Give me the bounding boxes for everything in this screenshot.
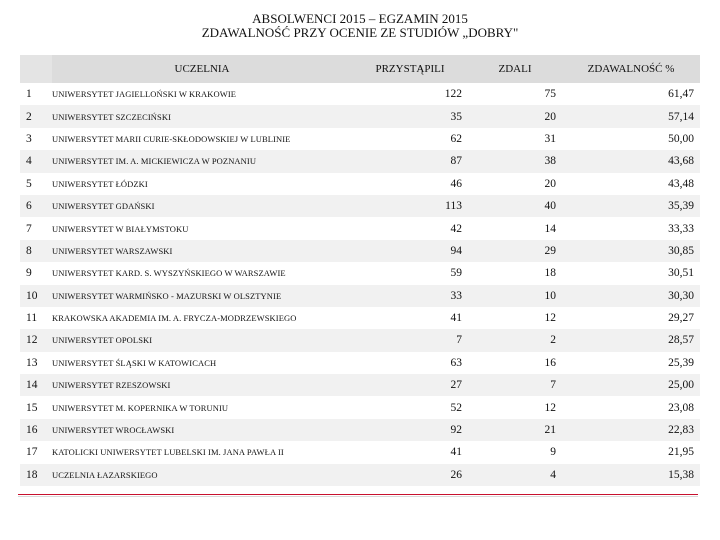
przystapili-value: 41 bbox=[352, 307, 468, 329]
row-number: 5 bbox=[20, 173, 52, 195]
university-name: UNIWERSYTET RZESZOWSKI bbox=[52, 374, 352, 396]
row-number: 17 bbox=[20, 441, 52, 463]
przystapili-value: 52 bbox=[352, 396, 468, 418]
results-table bbox=[20, 55, 700, 486]
zdali-value: 4 bbox=[468, 464, 562, 486]
accent-divider bbox=[18, 494, 698, 495]
zdawalnosc-value: 22,83 bbox=[562, 419, 700, 441]
zdali-value: 18 bbox=[468, 262, 562, 284]
university-name: UNIWERSYTET JAGIELLOŃSKI W KRAKOWIE bbox=[52, 83, 352, 105]
zdali-value: 7 bbox=[468, 374, 562, 396]
zdawalnosc-value: 25,39 bbox=[562, 352, 700, 374]
university-name: UNIWERSYTET ŚLĄSKI W KATOWICACH bbox=[52, 352, 352, 374]
header-zdali: ZDALI bbox=[468, 55, 562, 83]
table-row bbox=[20, 419, 700, 441]
przystapili-value: 41 bbox=[352, 441, 468, 463]
university-name: UNIWERSYTET M. KOPERNIKA W TORUNIU bbox=[52, 396, 352, 418]
table-row bbox=[20, 396, 700, 418]
row-number: 14 bbox=[20, 374, 52, 396]
table-row bbox=[20, 307, 700, 329]
table-row bbox=[20, 374, 700, 396]
przystapili-value: 92 bbox=[352, 419, 468, 441]
university-name: UNIWERSYTET GDAŃSKI bbox=[52, 195, 352, 217]
zdawalnosc-value: 43,68 bbox=[562, 150, 700, 172]
przystapili-value: 62 bbox=[352, 128, 468, 150]
row-number: 15 bbox=[20, 396, 52, 418]
zdali-value: 12 bbox=[468, 396, 562, 418]
university-name: KATOLICKI UNIWERSYTET LUBELSKI IM. JANA PAWŁA II bbox=[52, 441, 352, 463]
university-name: UNIWERSYTET KARD. S. WYSZYŃSKIEGO W WARSZAWIE bbox=[52, 262, 352, 284]
przystapili-value: 94 bbox=[352, 240, 468, 262]
table-row bbox=[20, 195, 700, 217]
przystapili-value: 63 bbox=[352, 352, 468, 374]
row-number: 8 bbox=[20, 240, 52, 262]
title-line-1: ABSOLWENCI 2015 – EGZAMIN 2015 bbox=[252, 11, 468, 26]
zdawalnosc-value: 30,51 bbox=[562, 262, 700, 284]
university-name: UCZELNIA ŁAZARSKIEGO bbox=[52, 464, 352, 486]
table-body bbox=[20, 83, 700, 486]
university-name: UNIWERSYTET WARMIŃSKO - MAZURSKI W OLSZTYNIE bbox=[52, 285, 352, 307]
header-zdawalnosc: ZDAWALNOŚĆ % bbox=[562, 55, 700, 83]
university-name: UNIWERSYTET IM. A. MICKIEWICZA W POZNANIU bbox=[52, 150, 352, 172]
zdawalnosc-value: 23,08 bbox=[562, 396, 700, 418]
header-przystapili: PRZYSTĄPILI bbox=[352, 55, 468, 83]
zdali-value: 20 bbox=[468, 173, 562, 195]
row-number: 9 bbox=[20, 262, 52, 284]
przystapili-value: 59 bbox=[352, 262, 468, 284]
row-number: 7 bbox=[20, 217, 52, 239]
table-row bbox=[20, 83, 700, 105]
row-number: 10 bbox=[20, 285, 52, 307]
university-name: UNIWERSYTET WARSZAWSKI bbox=[52, 240, 352, 262]
row-number: 1 bbox=[20, 83, 52, 105]
table-row bbox=[20, 441, 700, 463]
university-name: UNIWERSYTET ŁÓDZKI bbox=[52, 173, 352, 195]
page-title bbox=[0, 12, 720, 40]
university-name: UNIWERSYTET OPOLSKI bbox=[52, 329, 352, 351]
zdawalnosc-value: 28,57 bbox=[562, 329, 700, 351]
zdawalnosc-value: 30,30 bbox=[562, 285, 700, 307]
zdawalnosc-value: 29,27 bbox=[562, 307, 700, 329]
zdawalnosc-value: 35,39 bbox=[562, 195, 700, 217]
university-name: KRAKOWSKA AKADEMIA IM. A. FRYCZA-MODRZEWSKIEGO bbox=[52, 307, 352, 329]
table-row bbox=[20, 285, 700, 307]
zdali-value: 2 bbox=[468, 329, 562, 351]
zdali-value: 10 bbox=[468, 285, 562, 307]
przystapili-value: 7 bbox=[352, 329, 468, 351]
przystapili-value: 87 bbox=[352, 150, 468, 172]
zdali-value: 31 bbox=[468, 128, 562, 150]
przystapili-value: 42 bbox=[352, 217, 468, 239]
zdawalnosc-value: 50,00 bbox=[562, 128, 700, 150]
zdali-value: 9 bbox=[468, 441, 562, 463]
row-number: 2 bbox=[20, 105, 52, 127]
zdawalnosc-value: 61,47 bbox=[562, 83, 700, 105]
zdali-value: 29 bbox=[468, 240, 562, 262]
title-line-2: ZDAWALNOŚĆ PRZY OCENIE ZE STUDIÓW „DOBRY" bbox=[201, 25, 519, 40]
przystapili-value: 35 bbox=[352, 105, 468, 127]
row-number: 11 bbox=[20, 307, 52, 329]
zdali-value: 20 bbox=[468, 105, 562, 127]
table-row bbox=[20, 329, 700, 351]
university-name: UNIWERSYTET MARII CURIE-SKŁODOWSKIEJ W LUBLINIE bbox=[52, 128, 352, 150]
zdawalnosc-value: 25,00 bbox=[562, 374, 700, 396]
przystapili-value: 33 bbox=[352, 285, 468, 307]
table-row bbox=[20, 150, 700, 172]
zdali-value: 40 bbox=[468, 195, 562, 217]
zdali-value: 12 bbox=[468, 307, 562, 329]
table-row bbox=[20, 173, 700, 195]
table-row bbox=[20, 240, 700, 262]
row-number: 3 bbox=[20, 128, 52, 150]
przystapili-value: 27 bbox=[352, 374, 468, 396]
row-number: 4 bbox=[20, 150, 52, 172]
zdali-value: 21 bbox=[468, 419, 562, 441]
zdawalnosc-value: 57,14 bbox=[562, 105, 700, 127]
zdawalnosc-value: 30,85 bbox=[562, 240, 700, 262]
zdali-value: 16 bbox=[468, 352, 562, 374]
university-name: UNIWERSYTET SZCZECIŃSKI bbox=[52, 105, 352, 127]
table-row bbox=[20, 464, 700, 486]
row-number: 12 bbox=[20, 329, 52, 351]
zdawalnosc-value: 43,48 bbox=[562, 173, 700, 195]
header-number bbox=[20, 55, 52, 83]
zdali-value: 14 bbox=[468, 217, 562, 239]
zdali-value: 38 bbox=[468, 150, 562, 172]
przystapili-value: 26 bbox=[352, 464, 468, 486]
table-row bbox=[20, 128, 700, 150]
zdali-value: 75 bbox=[468, 83, 562, 105]
row-number: 18 bbox=[20, 464, 52, 486]
row-number: 16 bbox=[20, 419, 52, 441]
footer-divider bbox=[18, 496, 698, 497]
zdawalnosc-value: 15,38 bbox=[562, 464, 700, 486]
zdawalnosc-value: 21,95 bbox=[562, 441, 700, 463]
table-row bbox=[20, 262, 700, 284]
row-number: 6 bbox=[20, 195, 52, 217]
table-row bbox=[20, 217, 700, 239]
university-name: UNIWERSYTET W BIAŁYMSTOKU bbox=[52, 217, 352, 239]
table-row bbox=[20, 105, 700, 127]
zdawalnosc-value: 33,33 bbox=[562, 217, 700, 239]
przystapili-value: 46 bbox=[352, 173, 468, 195]
przystapili-value: 113 bbox=[352, 195, 468, 217]
row-number: 13 bbox=[20, 352, 52, 374]
university-name: UNIWERSYTET WROCŁAWSKI bbox=[52, 419, 352, 441]
table-row bbox=[20, 352, 700, 374]
table-header-row bbox=[20, 55, 700, 83]
header-uczelnia: UCZELNIA bbox=[52, 55, 352, 83]
przystapili-value: 122 bbox=[352, 83, 468, 105]
